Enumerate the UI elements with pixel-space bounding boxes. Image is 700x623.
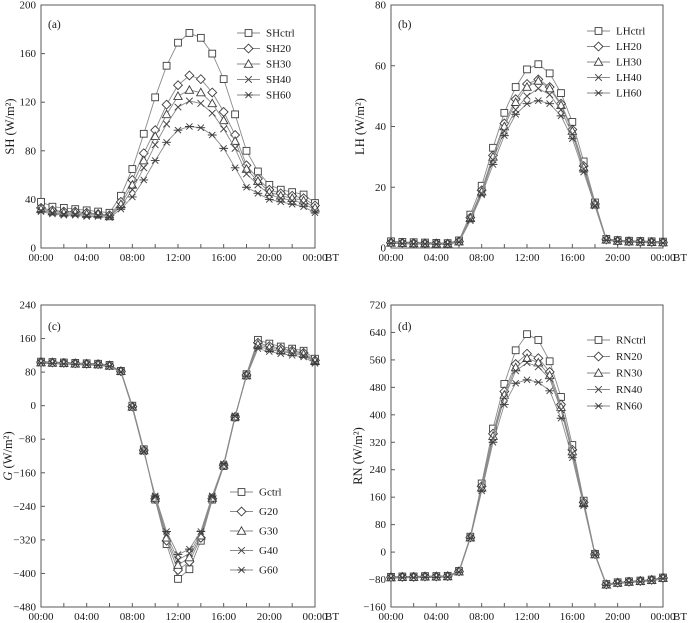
x-tick-label: 12:00	[514, 611, 540, 623]
legend	[587, 335, 646, 413]
legend-label: LHctrl	[616, 25, 646, 38]
x-tick-label: 20:00	[605, 252, 631, 264]
y-tick-label: 160	[19, 333, 36, 346]
y-axis-label: SH (W/m²)	[3, 98, 17, 155]
x-tick-label: 20:00	[256, 252, 282, 264]
y-tick-label: 0	[30, 242, 36, 255]
x-tick-label: 08:00	[469, 611, 495, 623]
x-tick-label: 16:00	[559, 252, 585, 264]
y-tick-label: 80	[25, 366, 36, 379]
series-SH30	[37, 86, 319, 220]
y-axis-label: RN (W/m²)	[351, 427, 365, 485]
y-tick-label: −80	[18, 433, 36, 446]
panel-a	[3, 0, 339, 264]
y-tick-label: −80	[368, 574, 386, 587]
series-line	[391, 89, 663, 245]
panel-c	[1, 300, 339, 623]
y-tick-label: 0	[380, 546, 386, 559]
y-tick-label: 120	[19, 96, 36, 109]
series-LH60	[387, 98, 668, 248]
y-tick-label: 160	[19, 48, 36, 61]
series-line	[391, 101, 663, 245]
x-tick-label: 20:00	[605, 611, 631, 623]
legend-label: LH30	[616, 56, 642, 69]
series-G20	[37, 338, 320, 574]
x-tick-label: 04:00	[74, 252, 100, 264]
series-line	[391, 81, 663, 244]
series-line	[41, 90, 315, 216]
legend-label: SH30	[266, 58, 292, 71]
series-line	[41, 127, 315, 218]
y-axis-label: LH (W/m²)	[353, 98, 367, 155]
y-tick-label: 720	[369, 299, 386, 312]
legend-label: G20	[259, 506, 278, 518]
y-tick-label: 640	[369, 326, 386, 339]
series-SH40	[38, 98, 319, 220]
panel-letter: (a)	[48, 19, 61, 31]
panel-letter: (c)	[48, 321, 61, 333]
x-axis-suffix: BT	[325, 252, 340, 264]
y-tick-label: 0	[380, 242, 386, 255]
x-tick-label: 00:00	[302, 252, 328, 264]
legend-label: G60	[259, 564, 278, 577]
y-tick-label: 20	[375, 181, 386, 194]
y-tick-label: 40	[375, 121, 386, 133]
y-tick-label: 320	[369, 436, 386, 449]
x-tick-label: 16:00	[211, 252, 237, 264]
y-tick-label: 80	[25, 145, 36, 158]
x-tick-label: 00:00	[650, 611, 676, 623]
legend-label: SH60	[266, 89, 292, 102]
x-tick-label: 16:00	[559, 611, 585, 623]
y-tick-label: 400	[369, 409, 386, 422]
legend	[230, 487, 282, 577]
panel-letter: (b)	[398, 19, 412, 31]
legend-label: LH60	[616, 87, 642, 100]
x-axis-suffix: BT	[325, 611, 340, 623]
x-axis-suffix: BT	[673, 252, 688, 264]
legend-label: LH40	[616, 72, 642, 84]
y-tick-label: 80	[375, 0, 386, 12]
legend-label: Gctrl	[259, 486, 282, 499]
x-tick-label: 12:00	[165, 252, 191, 264]
x-tick-label: 20:00	[256, 611, 282, 623]
y-tick-label: 480	[369, 381, 386, 394]
x-tick-label: 04:00	[74, 611, 100, 623]
y-tick-label: 0	[30, 400, 36, 413]
x-tick-label: 12:00	[165, 611, 191, 623]
series-LH20	[387, 75, 668, 248]
legend	[587, 26, 645, 100]
legend-label: G40	[259, 545, 278, 557]
y-tick-label: −320	[13, 534, 36, 547]
x-tick-label: 12:00	[514, 252, 540, 264]
x-tick-label: 08:00	[119, 252, 145, 264]
panel-d	[351, 300, 687, 623]
legend-label: RN20	[616, 351, 643, 363]
series-line	[41, 349, 315, 555]
x-tick-label: 00:00	[650, 252, 676, 264]
y-tick-label: 240	[369, 464, 386, 477]
series-line	[41, 101, 315, 216]
legend-label: SH40	[266, 74, 292, 86]
y-tick-label: −160	[13, 467, 36, 480]
y-tick-label: 560	[369, 354, 386, 367]
y-tick-label: 40	[25, 193, 36, 206]
legend-label: SHctrl	[266, 27, 295, 40]
legend-label: G30	[259, 525, 278, 538]
legend-label: RN30	[616, 367, 643, 380]
y-tick-label: 60	[375, 60, 386, 73]
y-tick-label: −240	[13, 500, 36, 513]
series-LH30	[387, 77, 667, 247]
x-tick-label: 00:00	[378, 252, 404, 264]
series-line	[391, 363, 663, 585]
x-axis-suffix: BT	[673, 611, 688, 623]
legend-label: RN40	[616, 384, 643, 396]
panel-letter: (d)	[398, 321, 412, 333]
y-tick-label: −480	[13, 601, 36, 614]
legend-label: SH20	[266, 43, 292, 55]
x-tick-label: 04:00	[423, 252, 449, 264]
legend-label: LH20	[616, 41, 642, 53]
y-axis-label: G (W/m²)	[1, 431, 15, 481]
x-tick-label: 00:00	[28, 252, 54, 264]
series-line	[41, 340, 315, 579]
y-tick-label: −400	[13, 567, 36, 580]
x-tick-label: 00:00	[378, 611, 404, 623]
panel-b	[353, 0, 687, 264]
x-tick-label: 00:00	[28, 611, 54, 623]
x-tick-label: 16:00	[211, 611, 237, 623]
x-tick-label: 08:00	[469, 252, 495, 264]
y-tick-label: 80	[375, 519, 386, 532]
x-tick-label: 04:00	[423, 611, 449, 623]
x-tick-label: 00:00	[302, 611, 328, 623]
legend	[237, 28, 295, 102]
y-tick-label: 160	[369, 491, 386, 504]
y-tick-label: 240	[19, 299, 36, 312]
x-tick-label: 08:00	[119, 611, 145, 623]
legend-label: RN60	[616, 400, 643, 413]
series-LH40	[388, 85, 667, 247]
y-tick-label: −160	[363, 601, 386, 614]
y-tick-label: 200	[19, 0, 36, 12]
legend-label: RNctrl	[616, 334, 646, 347]
